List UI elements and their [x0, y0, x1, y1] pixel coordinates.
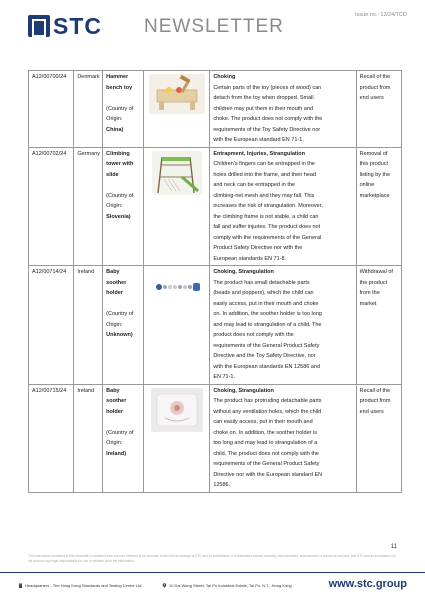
product-recall-table [28, 70, 402, 493]
hazard-line: too long and may lead to strangulation of a [213, 440, 318, 446]
soother-holder-image [151, 388, 203, 432]
soother-holder-image [149, 269, 205, 307]
product-name-line: holder [106, 290, 123, 296]
footer-divider [0, 572, 425, 573]
hazard-line: child. The product does not comply with the [213, 450, 319, 457]
hazard-line: European standards EN 71-8. [213, 255, 287, 262]
hazard-line: can easily access, put in their mouth and [213, 419, 313, 425]
origin-line: Origin: [106, 440, 123, 446]
address-text: 10 Dai Wang Street, Tai Po Industrial Estate, Tai Po, N.T., Hong Kong [169, 583, 292, 588]
measure-cell [356, 266, 401, 385]
origin-line: (Country of [106, 429, 134, 436]
product-cell [103, 147, 144, 266]
table-row [29, 147, 402, 266]
product-name-line: Baby [106, 387, 120, 394]
product-cell [103, 266, 144, 385]
location-pin-icon [162, 583, 167, 588]
origin-line: Origin: [106, 116, 123, 122]
hazard-line: with the European standard EN 71-1. [213, 137, 304, 143]
product-name-line: Baby [106, 269, 120, 275]
country-cell: Denmark [74, 71, 103, 148]
measure-line: market [359, 300, 377, 307]
hazard-title: Choking, Strangulation [213, 387, 274, 394]
product-name-line: soother [106, 279, 127, 286]
hazard-line: on. In addition, the soother holder is too long [213, 311, 322, 317]
hazard-line: climbing-net mesh and they may fall. This [213, 192, 315, 199]
hazard-line: with the European standards EN 12586 and [213, 363, 321, 370]
headquarters-info [18, 583, 142, 588]
measure-cell [356, 147, 401, 266]
hazard-line: without any ventilation holes, which the child [213, 408, 322, 415]
measure-line: Recall of the [359, 387, 391, 394]
origin-line: (Country of [106, 192, 134, 199]
product-name-line: tower with [106, 161, 134, 167]
table-row [29, 266, 402, 385]
hazard-line: and neck can be entrapped in the [213, 182, 295, 188]
product-name-line: holder [106, 408, 123, 415]
disclaimer-text: The information contained in this newsletter is obtained from sources believed to be accurate to the best knowledge of STC and its subsidiaries. It is distributed without warranty, representation, endorsement or licence of any kind, and STC and its subsidiaries do not assume any legal responsibility for use or reliance upon the information. [28, 554, 396, 563]
ref-cell: A12/00715/24 [29, 384, 74, 492]
measure-line: Recall of the [359, 74, 391, 80]
product-name-line: slide [106, 171, 119, 178]
page-header [0, 0, 425, 60]
country-cell: Germany [74, 147, 103, 266]
hazard-line: requirements of the Toy Safety Directive nor [213, 126, 321, 133]
product-image-cell [144, 384, 210, 492]
hazard-line: the climbing frame is not stable, a child can [213, 213, 319, 220]
country-cell: Ireland [74, 384, 103, 492]
ref-cell: A12/00702/24 [29, 147, 74, 266]
hazard-line: increases the risk of strangulation. Moreover, [213, 203, 323, 209]
hazard-title: Choking [213, 74, 236, 80]
hazard-line: holes drilled into the frame, and their head [213, 171, 317, 178]
measure-cell [356, 384, 401, 492]
climbing-tower-image [152, 151, 202, 195]
measure-line: Removal of [359, 150, 388, 157]
measure-line: marketplace [359, 192, 390, 199]
logo-text: STC [53, 12, 102, 39]
product-image-cell [144, 147, 210, 266]
origin-line: Origin: [106, 203, 123, 209]
hazard-cell [210, 147, 356, 266]
building-icon [18, 583, 23, 588]
hazard-cell [210, 384, 356, 492]
country-cell: Ireland [74, 266, 103, 385]
hazard-title: Choking, Strangulation [213, 269, 274, 275]
hazard-line: children may put them in their mouth and [213, 105, 313, 112]
hazard-line: Children's fingers can be entrapped in the [213, 161, 315, 167]
newsletter-title: NEWSLETTER [144, 16, 284, 37]
product-name-line: Hammer [106, 74, 129, 80]
hazard-cell [210, 71, 356, 148]
page-number: 11 [390, 544, 397, 550]
hazard-line: The product has small detachable parts [213, 279, 310, 286]
website-link[interactable]: www.stc.group [328, 578, 407, 590]
hazard-line: comply with the requirements of the General [213, 234, 322, 241]
page-footer [0, 575, 425, 600]
hazard-line: choke. The product does not comply with the [213, 116, 323, 122]
stc-logo [28, 14, 102, 38]
hazard-line: detach from the toy when dropped. Small [213, 95, 314, 101]
origin-country: Slovenia) [106, 213, 131, 220]
hazard-line: Directive nor with the European standard EN [213, 471, 323, 478]
measure-line: product from [359, 398, 391, 404]
measure-line: end users [359, 95, 384, 101]
measure-line: this product [359, 161, 389, 167]
origin-line: (Country of [106, 311, 134, 317]
measure-line: Withdrawal of [359, 269, 393, 275]
hazard-line: and may lead to strangulation of a child. The [213, 321, 322, 328]
hazard-line: 12586. [213, 482, 231, 488]
measure-cell [356, 71, 401, 148]
measure-line: from the [359, 290, 380, 296]
origin-country: China) [106, 126, 124, 133]
table-row [29, 384, 402, 492]
hazard-cell [210, 266, 356, 385]
hammer-bench-toy-image [149, 74, 205, 114]
hazard-line: easily access, put in their mouth and choke [213, 300, 319, 307]
table-row [29, 71, 402, 148]
origin-country: Ireland) [106, 450, 127, 457]
origin-line: Origin: [106, 321, 123, 328]
hazard-line: EN 71-1. [213, 374, 236, 380]
hazard-line: Product Safety Directive nor with the [213, 245, 303, 251]
address-info [162, 583, 292, 588]
hazard-line: product does not comply with the [213, 332, 294, 338]
hazard-line: requirements of the General Product Safety [213, 461, 320, 467]
hazard-line: The product has protruding detachable parts [213, 398, 322, 404]
ref-cell: A12/00714/24 [29, 266, 74, 385]
ref-cell: A12/00700/24 [29, 71, 74, 148]
measure-line: end users [359, 408, 384, 415]
measure-line: online [359, 182, 375, 188]
hazard-line: Certain parts of the toy (pieces of wood) can [213, 84, 322, 91]
origin-line: (Country of [106, 105, 134, 112]
product-cell [103, 71, 144, 148]
hazard-line: Directive and the Toy Safety Directive, nor [213, 353, 316, 359]
product-cell [103, 384, 144, 492]
origin-country: Unknown) [106, 332, 133, 338]
headquarters-text: Headquarters - The Hong Kong Standards and Testing Centre Ltd. [25, 583, 143, 588]
hazard-line: choke on. In addition, the soother holder is [213, 429, 317, 436]
product-name-line: bench toy [106, 84, 133, 91]
hazard-line: (beads and poppers), which the child can [213, 290, 314, 296]
product-name-line: Climbing [106, 150, 130, 157]
hazard-line: requirements of the General Product Safety [213, 342, 320, 349]
measure-line: product from [359, 84, 391, 91]
measure-line: the product [359, 279, 388, 286]
issue-number: Issue no.: 12/24/TCD [355, 12, 407, 18]
hazard-line: fall and suffer injuries. The product does not [213, 224, 321, 230]
product-image-cell [144, 266, 210, 385]
product-image-cell [144, 71, 210, 148]
stc-logo-mark-icon [28, 15, 50, 37]
measure-line: listing by the [359, 171, 391, 178]
hazard-title: Entrapment, Injuries, Strangulation [213, 150, 305, 157]
product-name-line: soother [106, 398, 127, 404]
